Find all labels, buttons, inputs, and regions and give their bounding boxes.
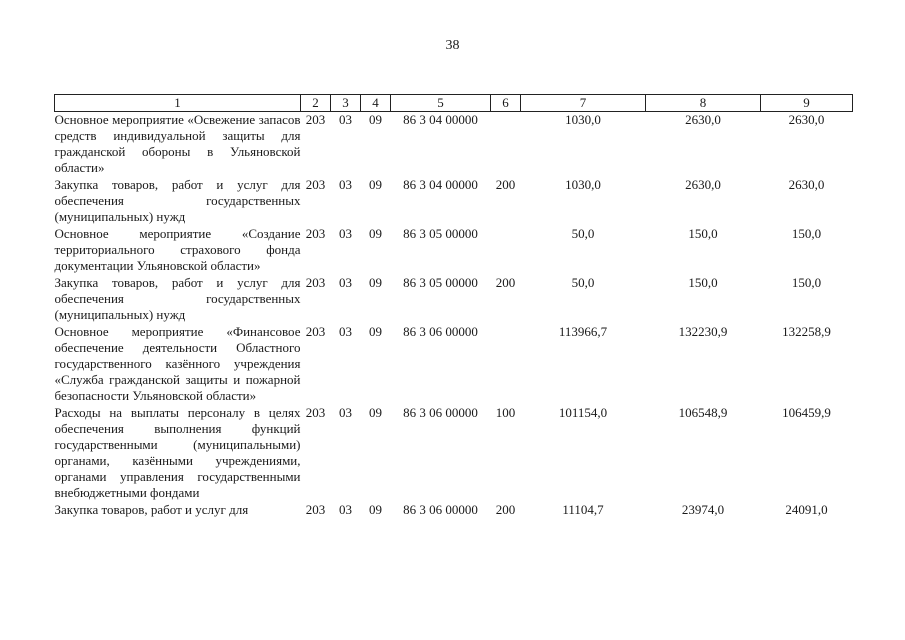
column-header: 2 <box>301 95 331 112</box>
cell-csr: 86 3 06 00000 <box>403 405 478 420</box>
row-name: Закупка товаров, работ и услуг для обеспечения государственных (муниципальных) нужд <box>54 177 301 224</box>
cell-csr: 86 3 05 00000 <box>403 275 478 290</box>
column-header: 7 <box>521 95 646 112</box>
table-row <box>55 275 853 324</box>
cell-y2020: 150,0 <box>688 275 718 290</box>
cell-csr: 86 3 04 00000 <box>403 112 478 127</box>
cell-y2019: 50,0 <box>571 226 595 241</box>
row-name: Закупка товаров, работ и услуг для <box>54 502 249 517</box>
cell-y2019: 1030,0 <box>565 112 601 127</box>
cell-vr: 100 <box>495 405 516 420</box>
cell-rz: 03 <box>339 405 352 420</box>
row-name: Основное мероприятие «Освежение запасов средств индивидуальной защиты для гражданской обороны в Ульяновской области» <box>54 112 301 175</box>
cell-rz: 03 <box>339 177 352 192</box>
column-header: 3 <box>331 95 361 112</box>
cell-pr: 09 <box>369 112 382 127</box>
cell-pr: 09 <box>369 226 382 241</box>
column-header: 1 <box>55 95 301 112</box>
cell-y2021: 150,0 <box>791 226 822 241</box>
page-number: 38 <box>445 38 460 53</box>
cell-vr: 200 <box>495 275 516 290</box>
cell-csr: 86 3 06 00000 <box>403 324 478 339</box>
column-header: 8 <box>646 95 761 112</box>
cell-pr: 09 <box>369 405 382 420</box>
cell-vr <box>491 324 521 405</box>
cell-csr: 86 3 04 00000 <box>403 177 478 192</box>
cell-y2019: 101154,0 <box>558 405 608 420</box>
cell-y2020: 2630,0 <box>685 112 721 127</box>
cell-gr: 203 <box>305 405 326 420</box>
cell-y2020: 2630,0 <box>685 177 721 192</box>
cell-y2021: 2630,0 <box>788 177 825 192</box>
column-header: 9 <box>761 95 853 112</box>
cell-gr: 203 <box>305 177 326 192</box>
cell-gr: 203 <box>305 226 326 241</box>
cell-pr: 09 <box>369 177 382 192</box>
cell-rz: 03 <box>339 275 352 290</box>
cell-rz: 03 <box>339 324 352 339</box>
table-row <box>55 177 853 226</box>
row-name: Основное мероприятие «Создание территориального страхового фонда документации Ульяновской области» <box>54 226 301 273</box>
cell-gr: 203 <box>305 112 326 127</box>
column-header: 6 <box>491 95 521 112</box>
cell-pr: 09 <box>369 275 382 290</box>
cell-y2021: 2630,0 <box>788 112 825 127</box>
cell-csr: 86 3 05 00000 <box>403 226 478 241</box>
row-name: Основное мероприятие «Финансовое обеспечение деятельности Областного государственного казённого учреждения «Служба гражданской защиты и пожарной безопасности Ульяновской области» <box>54 324 301 403</box>
cell-y2020: 132230,9 <box>678 324 728 339</box>
cell-y2020: 150,0 <box>688 226 718 241</box>
table-row <box>55 405 853 502</box>
cell-y2021: 132258,9 <box>782 324 831 339</box>
cell-vr: 200 <box>495 177 516 192</box>
cell-csr: 86 3 06 00000 <box>403 502 478 517</box>
cell-y2020: 23974,0 <box>681 502 725 517</box>
table-row <box>55 112 853 178</box>
header-row <box>55 95 853 112</box>
row-name: Закупка товаров, работ и услуг для обеспечения государственных (муниципальных) нужд <box>54 275 301 322</box>
cell-y2021: 24091,0 <box>785 502 828 517</box>
cell-vr: 200 <box>495 502 516 517</box>
cell-pr: 09 <box>369 324 382 339</box>
cell-y2020: 106548,9 <box>678 405 728 420</box>
cell-pr: 09 <box>369 502 382 517</box>
cell-vr <box>491 112 521 178</box>
cell-gr: 203 <box>305 324 326 339</box>
cell-gr: 203 <box>305 502 326 517</box>
cell-vr <box>491 226 521 275</box>
cell-rz: 03 <box>339 112 352 127</box>
cell-y2019: 11104,7 <box>562 502 604 517</box>
cell-y2019: 1030,0 <box>565 177 601 192</box>
cell-gr: 203 <box>305 275 326 290</box>
cell-rz: 03 <box>339 226 352 241</box>
cell-y2019: 113966,7 <box>558 324 608 339</box>
table-row <box>55 502 853 518</box>
column-header: 4 <box>361 95 391 112</box>
row-name: Расходы на выплаты персоналу в целях обеспечения выполнения функций государственными (муниципальными) органами, казёнными учреждениями, органами управления государственными внебюджетными фондами <box>54 405 301 500</box>
budget-table <box>54 94 853 518</box>
table-row <box>55 324 853 405</box>
cell-y2021: 150,0 <box>791 275 822 290</box>
cell-y2021: 106459,9 <box>782 405 831 420</box>
cell-rz: 03 <box>339 502 352 517</box>
cell-y2019: 50,0 <box>571 275 595 290</box>
table-row <box>55 226 853 275</box>
column-header: 5 <box>391 95 491 112</box>
